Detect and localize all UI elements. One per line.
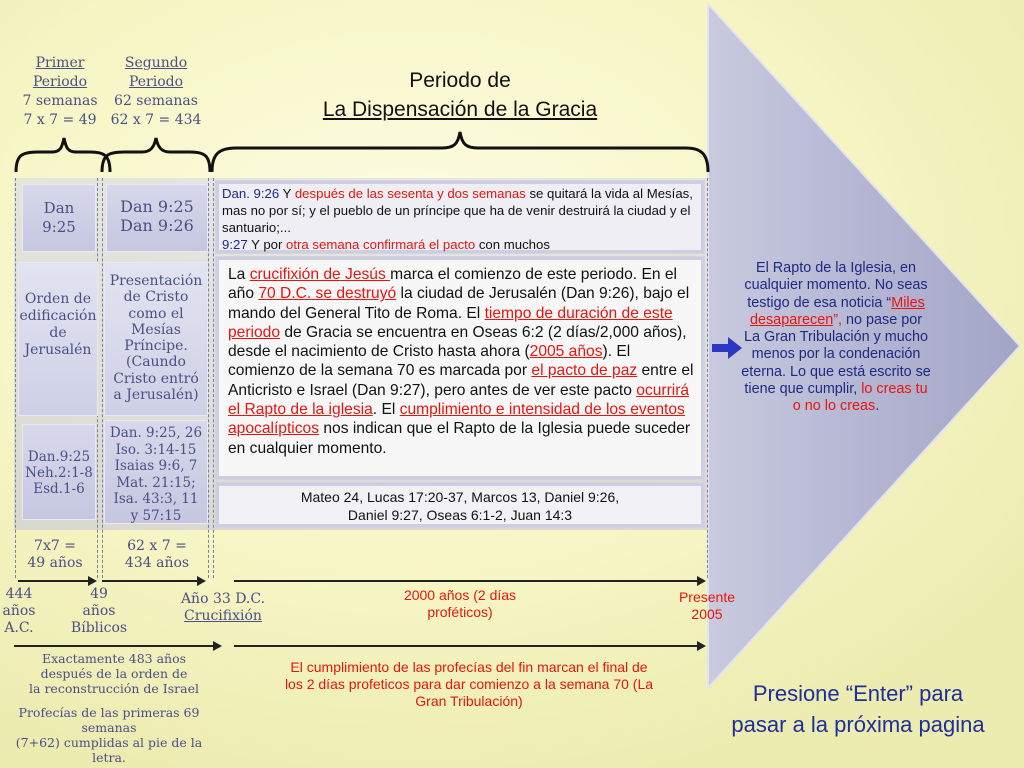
scripture-part: se quitará la vida al Mesías, mas no por sí; y el pueblo de un príncipe que ha de venir destruirá la ciudad y el santuario;...: [222, 186, 693, 235]
rapture-part: El Rapto de la Iglesia, en cualquier momento. No seas testigo de esa noticia “: [744, 260, 928, 311]
scripture-box: [215, 180, 705, 254]
highlight-link: 70 D.C. se destruyó: [258, 285, 397, 303]
second-period-header: [106, 54, 206, 130]
scripture-part: Y por: [247, 237, 287, 252]
second-period-label-1: Segundo: [124, 55, 188, 71]
text-part: ). El comienzo de la semana 70 es marcada por: [228, 343, 631, 380]
separator-line: [707, 178, 708, 578]
timeline-crucifixion-label: [172, 591, 274, 625]
span-label: 2000 años (2 días proféticos): [403, 587, 517, 620]
rapture-highlight-2: lo creas tu o no lo creas: [792, 381, 928, 415]
present-label: [668, 589, 746, 623]
col1-ref-box: Dan 9:25: [22, 184, 96, 252]
rapture-quote: ”,: [833, 311, 846, 328]
rapture-highlight: Miles desaparecen: [749, 294, 925, 328]
timeline-bc-label: 444 años A.C.: [2, 586, 36, 636]
references-line-2: Daniel 9:27, Oseas 6:1-2, Juan 14:3: [347, 507, 573, 523]
col2-ref-box: Dan 9:25 Dan 9:26: [106, 184, 208, 252]
highlight-link: cumplimiento e intensidad de los eventos apocalípticos: [228, 401, 685, 438]
col1-total: 7x7 = 49 años: [27, 538, 83, 571]
separator-line: [102, 178, 103, 578]
references-line-1: Mateo 24, Lucas 17:20-37, Marcos 13, Daniel 9:26,: [300, 489, 620, 505]
first-period-header: [14, 54, 106, 130]
text-part: . El: [372, 401, 400, 419]
col2-event-box: Presentación de Cristo como el Mesías Príncipe. (Caundo Cristo entró a Jerusalén): [104, 262, 208, 416]
second-period-calc: 62 x 7 = 434: [110, 112, 202, 128]
text-part: La: [228, 266, 250, 283]
rapture-text: [740, 260, 932, 416]
highlight-link: el pacto de paz: [531, 362, 638, 380]
scripture-highlight: después de las sesenta y dos semanas: [294, 186, 526, 201]
fulfillment-note: El cumplimiento de las profecías del fin marcan el final de los 2 días profeticos para dar comienzo a la semana 70 (La Gran Tribulación): [284, 659, 654, 709]
crucifixion-year: Año 33 D.C.: [180, 591, 266, 607]
highlight-link: 2005 años: [529, 343, 603, 361]
page-title: [300, 66, 620, 124]
footnote-483-years: Exactamente 483 años después de la orden de la reconstrucción de Israel: [29, 651, 199, 696]
first-period-label-1: Primer: [35, 55, 85, 71]
highlight-link: ocurrirá el Rapto de la iglesia: [228, 381, 690, 419]
timeline-biblical-label: 49 años Bíblicos: [70, 586, 128, 636]
separator-line: [208, 178, 209, 578]
text-part: de Gracia se encuentra en Oseas 6:2 (2 días/2,000 años), desde el nacimiento de Cristo hasta ahora (: [228, 323, 687, 361]
rapture-part: no pase por La Gran Tribulación y mucho menos por la condenación eterna. Lo que está escrito se tiene que cumplir,: [741, 311, 931, 398]
highlight-link: tiempo de duración de este periodo: [228, 304, 673, 341]
col1-refs-box: Dan.9:25 Neh.2:1-8 Esd.1-6: [22, 424, 96, 520]
col2-refs-box: Dan. 9:25, 26 Iso. 3:14-15 Isaias 9:6, 7 Mat. 21:15; Isa. 43:3, 11 y 57:15: [104, 420, 208, 524]
arrow-head: [213, 641, 222, 651]
title-line-1: Periodo de: [409, 69, 511, 92]
explanation-box: [215, 256, 705, 480]
footnote-69-weeks: Profecías de las primeras 69 semanas (7+62) cumplidas al pie de la letra.: [15, 705, 203, 765]
present-year: 2005: [691, 606, 723, 622]
present-word: Presente: [678, 589, 736, 605]
scripture-highlight: otra semana confirmará el pacto: [286, 237, 476, 252]
explanation-text: [228, 265, 698, 458]
arrow-head: [697, 576, 706, 586]
timeline-arrow-4: [14, 645, 214, 647]
rapture-part: .: [875, 398, 880, 415]
arrow-head: [197, 576, 206, 586]
arrow-right-icon: [712, 337, 742, 359]
highlight-link: crucifixión de Jesús: [249, 266, 391, 283]
separator-line: [213, 178, 214, 578]
scripture-part: con muchos: [475, 237, 550, 252]
references-box: [215, 482, 705, 528]
crucifixion-word: Crucifixión: [184, 608, 262, 624]
text-part: nos indican que el Rapto de la Iglesia puede suceder en cualquier momento.: [228, 420, 691, 457]
separator-line: [15, 178, 16, 578]
first-period-weeks: 7 semanas: [22, 93, 98, 109]
col1-event-box: Orden de edificación de Jerusalén: [18, 262, 98, 416]
timeline-arrow-1: [18, 580, 90, 582]
first-period-label-2: Periodo: [32, 74, 88, 90]
text-part: marca el comienzo de este periodo. En el año: [228, 266, 678, 303]
col2-total: 62 x 7 = 434 años: [124, 538, 190, 571]
title-line-2: La Dispensación de la Gracia: [322, 98, 598, 121]
timeline-arrow-3: [234, 580, 698, 582]
scripture-text: [222, 185, 698, 253]
second-period-label-2: Periodo: [128, 74, 184, 90]
arrow-head: [697, 641, 706, 651]
arrow-head: [88, 576, 97, 586]
scripture-ref: Dan. 9:26: [222, 186, 280, 201]
first-period-calc: 7 x 7 = 49: [23, 112, 97, 128]
timeline-arrow-5: [234, 645, 698, 647]
text-part: entre el Anticristo e Israel (Dan 9:27), pero antes de ver este pacto: [228, 362, 694, 399]
second-period-weeks: 62 semanas: [114, 93, 198, 109]
timeline-arrow-2: [102, 580, 198, 582]
next-page-prompt[interactable]: Presione “Enter” para pasar a la próxima pagina: [731, 681, 985, 737]
scripture-ref: 9:27: [222, 237, 248, 252]
scripture-part: Y: [279, 186, 295, 201]
text-part: la ciudad de Jerusalén (Dan 9:26), bajo el mando del General Tito de Roma. El: [228, 285, 690, 322]
